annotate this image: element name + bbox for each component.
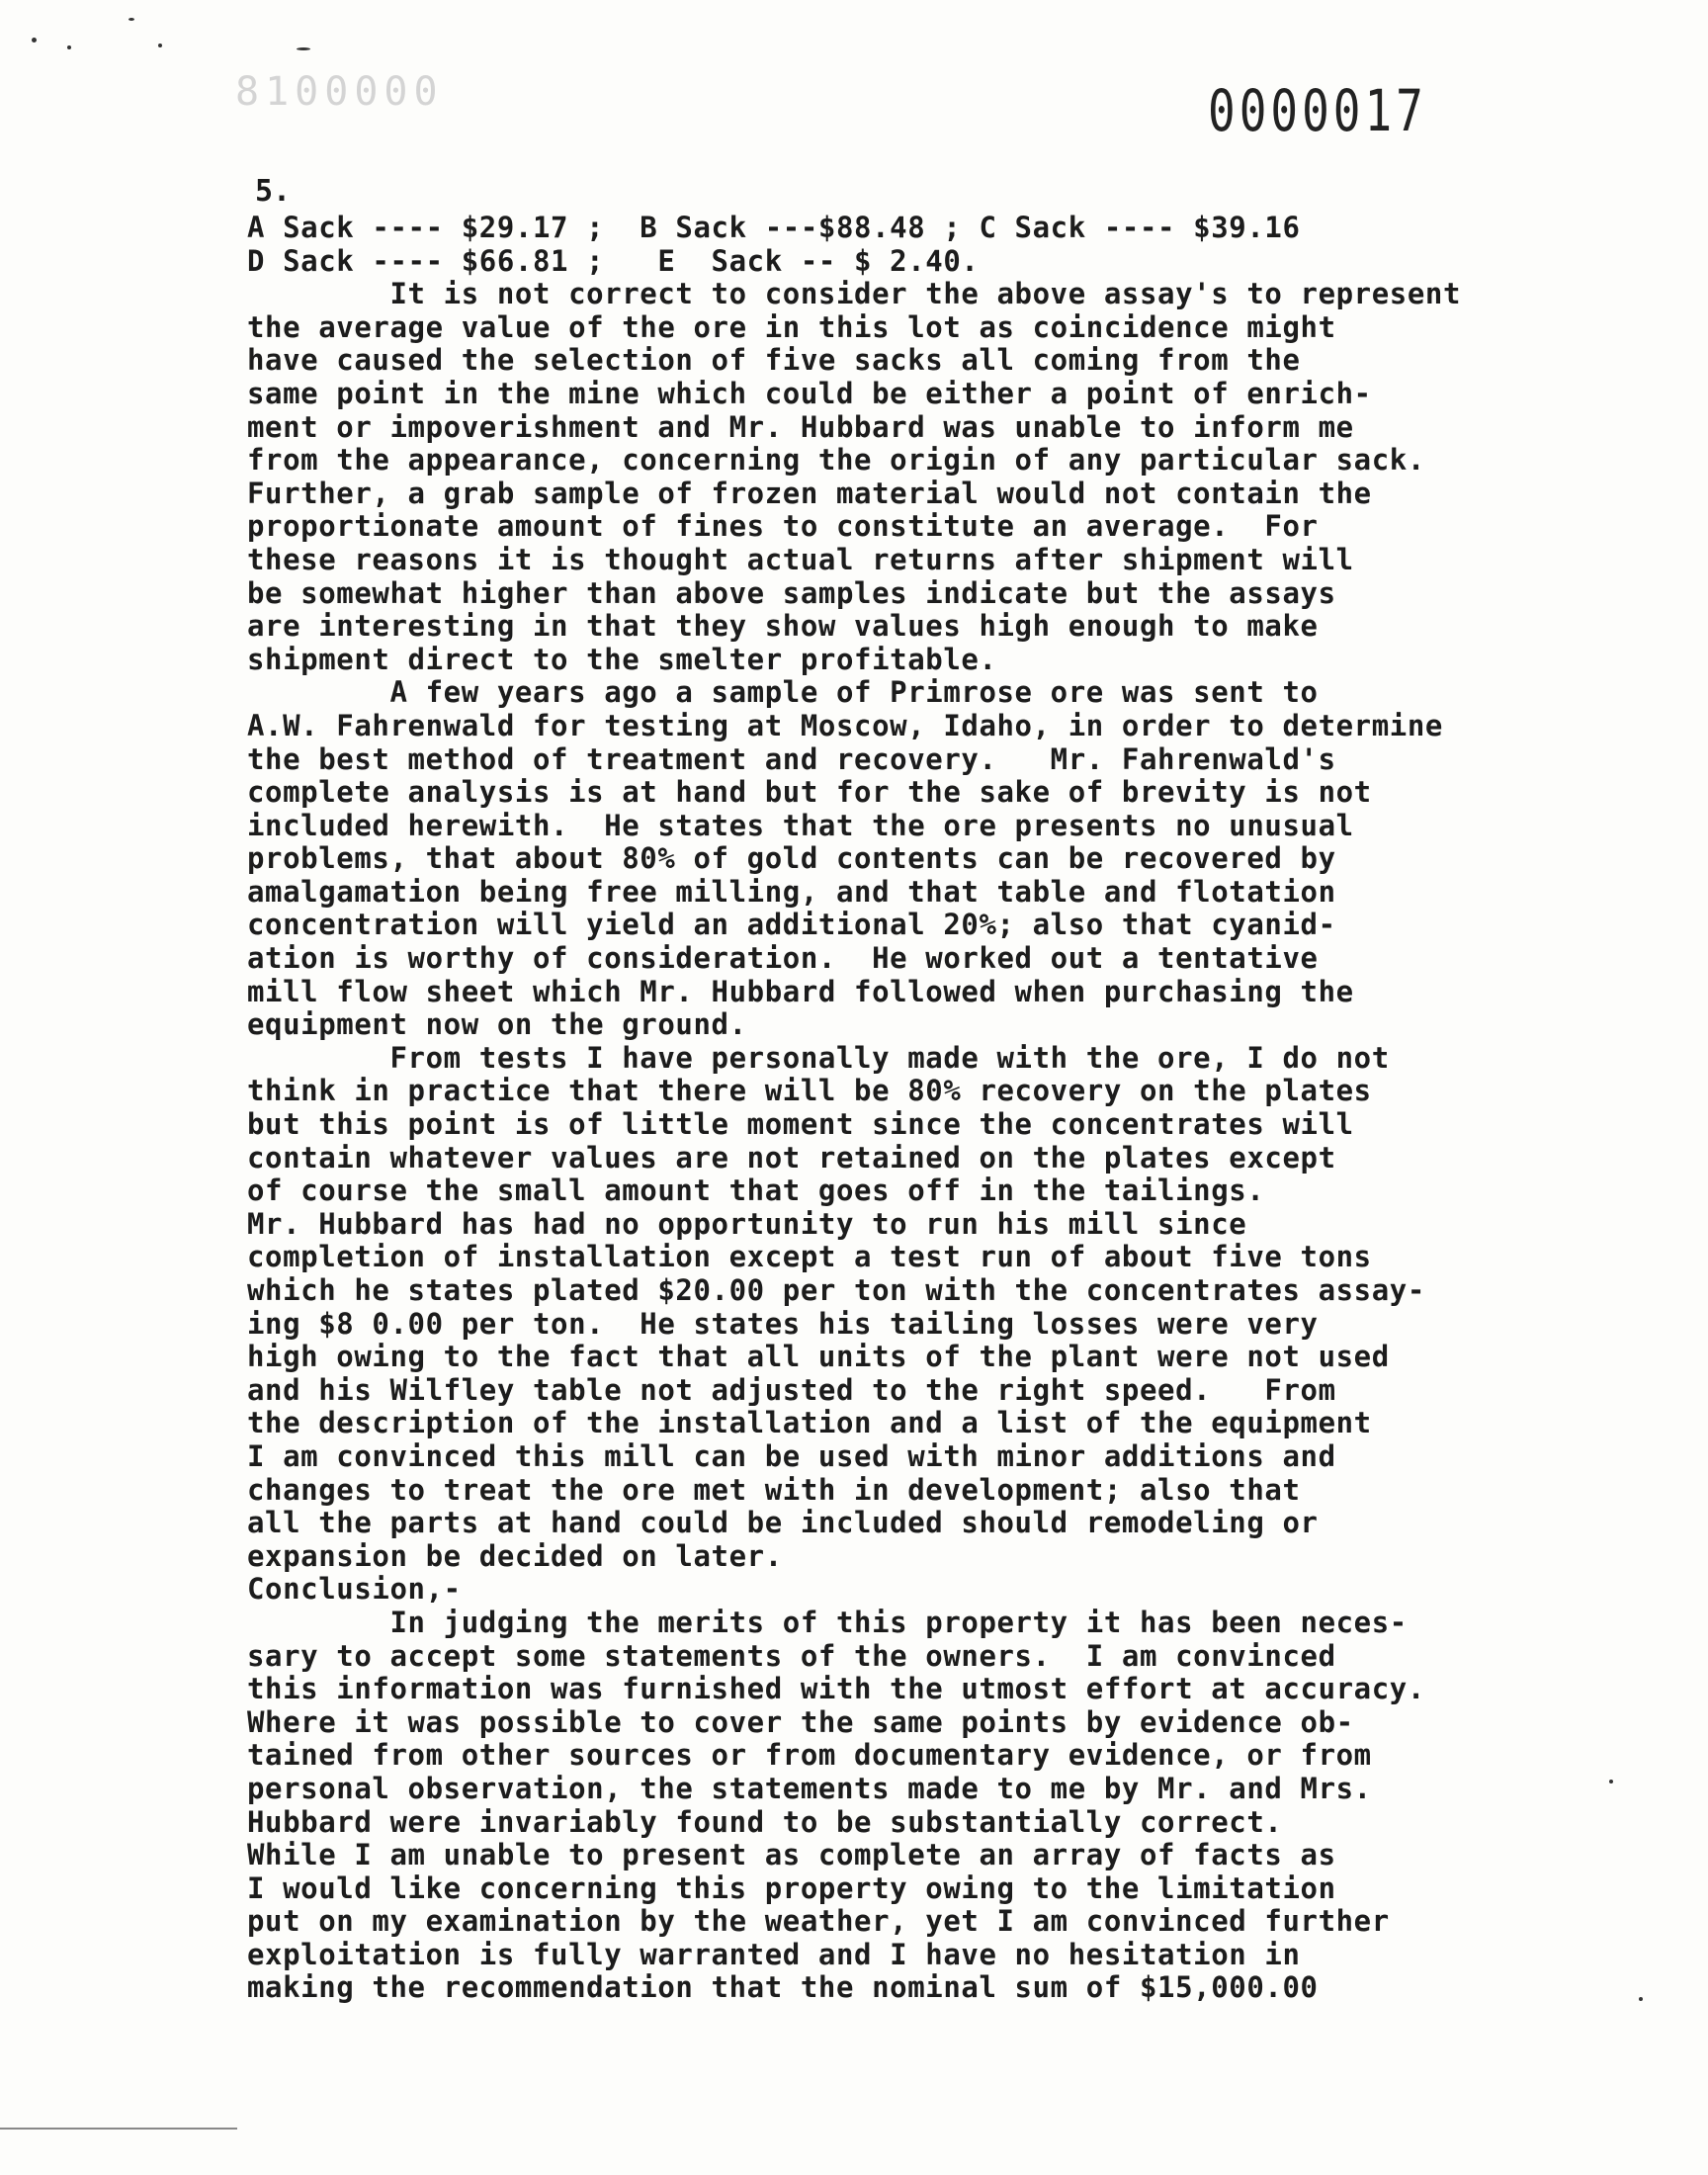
faded-document-number: 8100000 xyxy=(235,69,444,115)
body-text-line: from the appearance, concerning the origin of any particular sack. xyxy=(247,443,1425,478)
body-text-line: all the parts at hand could be included should remodeling or xyxy=(247,1506,1319,1540)
body-text-line: the average value of the ore in this lot as coincidence might xyxy=(247,309,1336,344)
body-text-line: I would like concerning this property owing to the limitation xyxy=(247,1870,1336,1905)
body-text-line: exploitation is fully warranted and I have no hesitation in xyxy=(247,1937,1301,1971)
body-text-line: Further, a grab sample of frozen material would not contain the xyxy=(247,476,1372,510)
body-text-line: the best method of treatment and recovery. Mr. Fahrenwald's xyxy=(247,741,1336,776)
body-text-line: but this point is of little moment since the concentrates will xyxy=(247,1107,1354,1142)
body-text-line: have caused the selection of five sacks all coming from the xyxy=(247,343,1301,378)
body-text-line: same point in the mine which could be either a point of enrich- xyxy=(247,376,1372,410)
scan-speck xyxy=(1639,1997,1643,2001)
body-text-line: included herewith. He states that the ore presents no unusual xyxy=(247,808,1354,842)
body-text-line: of course the small amount that goes off in the tailings. xyxy=(247,1174,1265,1208)
scan-speck xyxy=(1609,1780,1613,1784)
body-text-line: equipment now on the ground. xyxy=(247,1007,747,1042)
body-text-line: the description of the installation and a list of the equipment xyxy=(247,1406,1372,1440)
body-text-line: be somewhat higher than above samples indicate but the assays xyxy=(247,575,1336,610)
body-text-line: are interesting in that they show values high enough to make xyxy=(247,609,1319,644)
body-text-line: Conclusion,- xyxy=(247,1572,462,1607)
body-text-line: concentration will yield an additional 20%; also that cyanid- xyxy=(247,908,1336,942)
body-text-line: and his Wilfley table not adjusted to the right speed. From xyxy=(247,1372,1336,1407)
body-text-line: problems, that about 80% of gold contents can be recovered by xyxy=(247,841,1336,876)
body-text-line: I am convinced this mill can be used with minor additions and xyxy=(247,1438,1336,1473)
body-text-line: A few years ago a sample of Primrose ore was sent to xyxy=(247,675,1319,710)
body-text-line: ing $8 0.00 per ton. He states his tailing losses were very xyxy=(247,1306,1319,1341)
body-text-line: Mr. Hubbard has had no opportunity to run his mill since xyxy=(247,1206,1247,1241)
body-text-line: mill flow sheet which Mr. Hubbard followed when purchasing the xyxy=(247,974,1354,1008)
body-text-line: shipment direct to the smelter profitable. xyxy=(247,642,997,676)
document-number: 0000017 xyxy=(1208,77,1427,144)
body-text-line: think in practice that there will be 80% recovery on the plates xyxy=(247,1074,1372,1108)
scan-speck xyxy=(32,38,37,43)
body-text-line: this information was furnished with the utmost effort at accuracy. xyxy=(247,1672,1425,1706)
body-text-line: tained from other sources or from documentary evidence, or from xyxy=(247,1738,1372,1773)
body-text-line: changes to treat the ore met with in development; also that xyxy=(247,1472,1301,1507)
body-text-line: making the recommendation that the nominal sum of $15,000.00 xyxy=(247,1970,1319,2005)
body-text-line: Hubbard were invariably found to be substantially correct. xyxy=(247,1804,1283,1839)
body-text-line: expansion be decided on later. xyxy=(247,1538,783,1573)
body-text-line: It is not correct to consider the above assay's to represent xyxy=(247,277,1462,311)
body-text-line: A Sack ---- $29.17 ; B Sack ---$88.48 ; C Sack ---- $39.16 xyxy=(247,211,1301,244)
body-text-line: D Sack ---- $66.81 ; E Sack -- $ 2.40. xyxy=(247,243,980,278)
body-text-line: personal observation, the statements made to me by Mr. and Mrs. xyxy=(247,1771,1372,1805)
body-text-line: ment or impoverishment and Mr. Hubbard was unable to inform me xyxy=(247,409,1354,444)
body-text-line: completion of installation except a test run of about five tons xyxy=(247,1240,1372,1274)
body-text-line: proportionate amount of fines to constitute an average. For xyxy=(247,509,1319,544)
body-text-line: sary to accept some statements of the owners. I am convinced xyxy=(247,1638,1336,1673)
body-text-line: complete analysis is at hand but for the sake of brevity is not xyxy=(247,775,1372,810)
body-text-line: these reasons it is thought actual returns after shipment will xyxy=(247,542,1354,576)
body-text-line: In judging the merits of this property it has been neces- xyxy=(247,1605,1408,1639)
scan-speck xyxy=(158,44,162,47)
scan-speck xyxy=(128,18,134,21)
scan-speck xyxy=(67,45,71,49)
body-text-line: which he states plated $20.00 per ton with the concentrates assay- xyxy=(247,1273,1425,1307)
body-text-line: contain whatever values are not retained on the plates except xyxy=(247,1140,1336,1174)
body-text-line: amalgamation being free milling, and that table and flotation xyxy=(247,874,1336,909)
body-text-line: While I am unable to present as complete an array of facts as xyxy=(247,1838,1336,1872)
document-body xyxy=(247,212,1591,2005)
body-text-line: ation is worthy of consideration. He worked out a tentative xyxy=(247,941,1319,976)
body-text-line: high owing to the fact that all units of the plant were not used xyxy=(247,1340,1390,1374)
scan-edge-line xyxy=(0,2128,237,2130)
page-number: 5. xyxy=(255,174,292,209)
body-text-line: Where it was possible to cover the same points by evidence ob- xyxy=(247,1704,1354,1739)
body-text-line: put on my examination by the weather, yet I am convinced further xyxy=(247,1904,1390,1939)
body-text-line: From tests I have personally made with the ore, I do not xyxy=(247,1040,1390,1075)
body-text-line: A.W. Fahrenwald for testing at Moscow, Idaho, in order to determine xyxy=(247,708,1443,742)
scan-speck xyxy=(297,47,310,50)
